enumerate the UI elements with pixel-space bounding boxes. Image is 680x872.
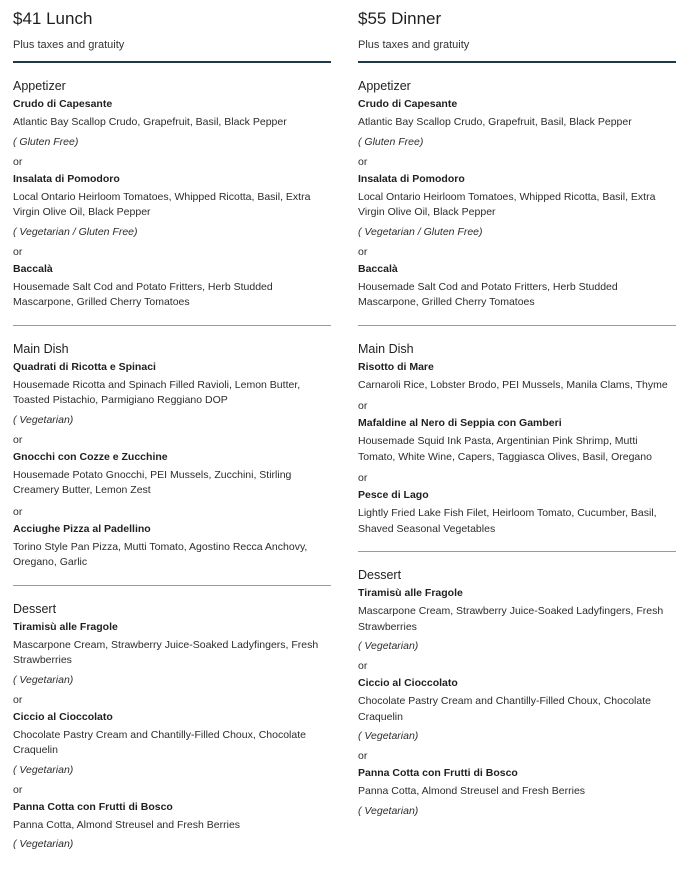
menu-item xyxy=(358,488,676,537)
dish-description: Carnaroli Rice, Lobster Brodo, PEI Mussels, Manila Clams, Thyme xyxy=(358,378,668,391)
dish-description: Local Ontario Heirloom Tomatoes, Whipped Ricotta, Basil, Extra Virgin Olive Oil, Black Pepper xyxy=(358,190,656,218)
or-separator: or xyxy=(358,472,368,484)
menu-item xyxy=(13,710,331,777)
dish-name: Risotto di Mare xyxy=(358,360,434,373)
menu-section xyxy=(13,78,331,311)
or-separator: or xyxy=(13,155,23,168)
menu-item xyxy=(13,620,331,687)
section-title: Dessert xyxy=(13,601,57,616)
dish-name: Crudo di Capesante xyxy=(13,98,113,110)
dish-description: Mascarpone Cream, Strawberry Juice-Soaked Ladyfingers, Fresh Strawberries xyxy=(13,638,319,666)
dish-description: Lightly Fried Lake Fish Filet, Heirloom Tomato, Cucumber, Basil, Shaved Seasonal Vegetables xyxy=(358,507,657,535)
dish-name: Pesce di Lago xyxy=(358,489,429,501)
menu-section xyxy=(358,567,676,818)
dietary-tag: ( Vegetarian) xyxy=(358,640,419,652)
menu-item xyxy=(358,360,676,394)
dietary-tag: ( Vegetarian) xyxy=(13,838,74,850)
dish-name: Tiramisù alle Fragole xyxy=(13,620,118,633)
dish-description: Chocolate Pastry Cream and Chantilly-Filled Choux, Chocolate Craquelin xyxy=(358,695,651,723)
menu-item xyxy=(358,676,676,743)
or-separator: or xyxy=(13,245,23,258)
menu-item xyxy=(13,360,331,427)
menu-item xyxy=(13,522,331,571)
dish-description: Housemade Salt Cod and Potato Fritters, Herb Studded Mascarpone, Grilled Cherry Tomatoes xyxy=(358,280,618,308)
dish-name: Baccalà xyxy=(13,262,53,275)
section-title: Dessert xyxy=(358,568,402,582)
section-title: Appetizer xyxy=(13,79,66,93)
section-title: Main Dish xyxy=(13,341,69,356)
dish-name: Gnocchi con Cozze e Zucchine xyxy=(13,450,168,463)
menu-section xyxy=(13,601,331,852)
menu-item xyxy=(358,416,676,465)
section-title: Main Dish xyxy=(358,341,414,356)
menu-item xyxy=(13,450,331,499)
or-separator: or xyxy=(358,155,368,168)
or-separator: or xyxy=(358,400,368,412)
dish-name: Acciughe Pizza al Padellino xyxy=(13,522,151,535)
menu-section xyxy=(358,341,676,538)
dietary-tag: ( Vegetarian / Gluten Free) xyxy=(358,225,483,238)
menu-item xyxy=(13,800,331,852)
dish-description: Atlantic Bay Scallop Crudo, Grapefruit, Basil, Black Pepper xyxy=(358,116,632,128)
menu-item xyxy=(13,172,331,239)
menu-item xyxy=(358,586,676,653)
or-separator: or xyxy=(358,660,368,672)
section-title: Appetizer xyxy=(358,79,411,93)
menu-item xyxy=(13,262,331,311)
dietary-tag: ( Gluten Free) xyxy=(13,135,79,148)
dish-name: Panna Cotta con Frutti di Bosco xyxy=(358,767,518,779)
dish-description: Panna Cotta, Almond Streusel and Fresh Berries xyxy=(13,818,241,831)
dish-name: Quadrati di Ricotta e Spinaci xyxy=(13,360,156,373)
dish-name: Crudo di Capesante xyxy=(358,98,458,110)
dish-name: Insalata di Pomodoro xyxy=(358,172,465,185)
dietary-tag: ( Vegetarian) xyxy=(13,413,74,426)
menu-price-title: $55 Dinner xyxy=(358,9,442,28)
dish-description: Chocolate Pastry Cream and Chantilly-Filled Choux, Chocolate Craquelin xyxy=(13,728,306,756)
section-divider xyxy=(13,325,331,326)
dish-name: Ciccio al Cioccolato xyxy=(13,710,113,723)
dish-description: Torino Style Pan Pizza, Mutti Tomato, Agostino Recca Anchovy, Oregano, Garlic xyxy=(13,540,308,568)
title-divider xyxy=(13,61,331,63)
dish-name: Ciccio al Cioccolato xyxy=(358,677,458,689)
dietary-tag: ( Vegetarian) xyxy=(13,763,74,776)
or-separator: or xyxy=(358,245,368,258)
dietary-tag: ( Vegetarian) xyxy=(358,804,419,817)
menu-subtitle: Plus taxes and gratuity xyxy=(13,39,125,51)
dish-description: Local Ontario Heirloom Tomatoes, Whipped Ricotta, Basil, Extra Virgin Olive Oil, Black Pepper xyxy=(13,190,311,218)
section-divider xyxy=(358,551,676,552)
or-separator: or xyxy=(13,783,23,796)
section-divider xyxy=(358,325,676,326)
dish-description: Atlantic Bay Scallop Crudo, Grapefruit, Basil, Black Pepper xyxy=(13,116,287,128)
dish-description: Panna Cotta, Almond Streusel and Fresh Berries xyxy=(358,785,586,797)
menu-section xyxy=(13,341,331,571)
dinner-menu xyxy=(358,0,676,818)
menu-price-title: $41 Lunch xyxy=(13,9,93,28)
title-divider xyxy=(358,61,676,63)
dish-name: Tiramisù alle Fragole xyxy=(358,587,463,599)
section-divider xyxy=(13,585,331,586)
dish-name: Insalata di Pomodoro xyxy=(13,172,120,185)
or-separator: or xyxy=(13,505,23,518)
menu-subtitle: Plus taxes and gratuity xyxy=(358,39,470,51)
dietary-tag: ( Gluten Free) xyxy=(358,135,424,148)
or-separator: or xyxy=(13,433,23,446)
or-separator: or xyxy=(358,750,368,762)
menu-item xyxy=(13,97,331,149)
dish-description: Housemade Potato Gnocchi, PEI Mussels, Zucchini, Stirling Creamery Butter, Lemon Zest xyxy=(13,468,292,496)
dish-description: Housemade Ricotta and Spinach Filled Ravioli, Lemon Butter, Toasted Pistachio, Parmigiano Reggiano DOP xyxy=(13,378,301,406)
dietary-tag: ( Vegetarian / Gluten Free) xyxy=(13,225,138,238)
menu-item xyxy=(358,97,676,149)
menu-item xyxy=(358,766,676,818)
menu-item xyxy=(358,262,676,311)
menu-section xyxy=(358,78,676,311)
lunch-menu xyxy=(13,0,331,851)
dietary-tag: ( Vegetarian) xyxy=(13,673,74,686)
dish-description: Housemade Salt Cod and Potato Fritters, Herb Studded Mascarpone, Grilled Cherry Tomatoes xyxy=(13,280,273,308)
dish-name: Panna Cotta con Frutti di Bosco xyxy=(13,800,173,813)
or-separator: or xyxy=(13,693,23,706)
menu-item xyxy=(358,172,676,239)
dish-description: Mascarpone Cream, Strawberry Juice-Soaked Ladyfingers, Fresh Strawberries xyxy=(358,605,664,633)
dish-name: Baccalà xyxy=(358,262,398,275)
dish-name: Mafaldine al Nero di Seppia con Gamberi xyxy=(358,417,562,429)
dish-description: Housemade Squid Ink Pasta, Argentinian Pink Shrimp, Mutti Tomato, White Wine, Capers, Taggiasca Olives, Basil, Oregano xyxy=(358,435,652,463)
dietary-tag: ( Vegetarian) xyxy=(358,730,419,742)
